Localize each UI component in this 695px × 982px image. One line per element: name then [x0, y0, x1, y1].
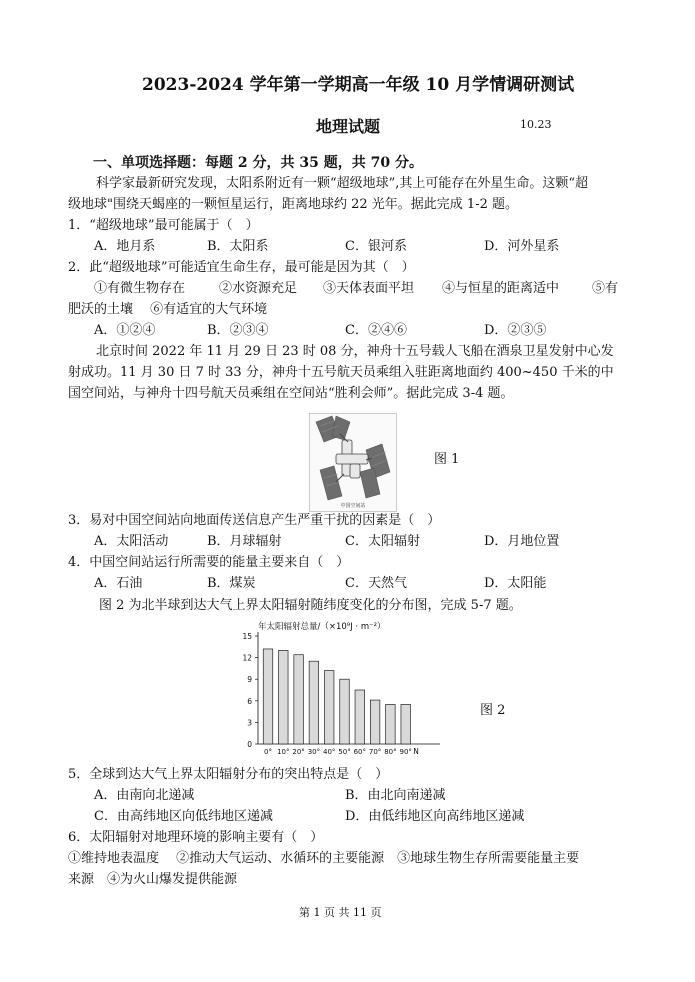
y-tick-label: 3 [247, 718, 252, 728]
option: A．由南向北递减 [94, 788, 195, 803]
subject-title: 地理试题 [316, 117, 381, 136]
option: B．太阳系 [207, 239, 269, 254]
y-tick-label: 6 [247, 696, 252, 706]
statement-line: ①维持地表温度 ②推动大气运动、水循环的主要能源 ③地球生物生存所需要能量主要 [68, 851, 580, 866]
y-tick-label: 15 [242, 632, 252, 641]
option: A．地月系 [94, 239, 156, 254]
bar-8 [386, 704, 396, 744]
passage-line: 射成功。11 月 30 日 7 时 33 分，神舟十五号航天员乘组入驻距离地面约 400~450 千米的中 [68, 365, 614, 380]
option: B．煤炭 [207, 576, 256, 591]
radiation-chart [228, 618, 464, 760]
section-heading: 一、单项选择题：每题 2 分，共 35 题，共 70 分。 [93, 155, 423, 171]
space-station-figure [309, 413, 397, 512]
option: D．月地位置 [484, 534, 560, 549]
x-tick-label: 90° [399, 748, 412, 756]
x-tick-label: 50° [338, 748, 351, 756]
bar-4 [324, 671, 334, 744]
option: D．河外星系 [484, 239, 560, 254]
bar-3 [309, 661, 319, 744]
option: B．月球辐射 [207, 534, 282, 549]
x-tick-label: 20° [292, 748, 305, 756]
y-tick-label: 9 [247, 675, 252, 685]
question-stem: 1．“超级地球”最可能属于（ ） [68, 218, 259, 233]
figure-label: 图 1 [434, 452, 460, 467]
x-tick-label: 80° [384, 748, 397, 756]
page-number: 第 1 页 共 11 页 [299, 906, 382, 919]
option: C．太阳辐射 [345, 534, 420, 549]
figure-caption: 中国空间站 [340, 503, 366, 509]
passage-line: 国空间站，与神舟十四号航天员乘组在空间站“胜利会师”。据此完成 3-4 题。 [68, 386, 514, 401]
statement-line: 肥沃的土壤 ⑥有适宜的大气环境 [68, 302, 268, 317]
question-stem: 3．易对中国空间站向地面传送信息产生严重干扰的因素是（ ） [68, 513, 441, 528]
exam-title: 2023-2024 学年第一学期高一年级 10 月学情调研测试 [142, 75, 575, 95]
option: D．太阳能 [484, 576, 547, 591]
passage-line: 科学家最新研究发现，太阳系附近有一颗“超级地球”,其上可能存在外星生命。这颗“超 [96, 176, 589, 191]
statement-item: ④与恒星的距离适中 [442, 281, 560, 296]
space-station-icon [310, 414, 396, 511]
question-stem: 4．中国空间站运行所需要的能量主要来自（ ） [68, 555, 350, 570]
statement-line: 来源 ④为火山爆发提供能源 [68, 872, 238, 887]
passage-line: 级地球"围绕天蝎座的一颗恒星运行，距离地球约 22 光年。据此完成 1-2 题。 [68, 197, 518, 212]
option: A．石油 [94, 576, 143, 591]
statement-item: ②水资源充足 [219, 281, 298, 296]
bar-6 [355, 690, 365, 744]
statement-item: ①有微生物存在 [94, 281, 186, 296]
bar-9 [401, 704, 411, 744]
option: A．①②④ [94, 323, 156, 338]
chart-bars [263, 649, 410, 744]
option: D．由低纬地区向高纬地区递减 [345, 809, 525, 824]
x-tick-label: 40° [322, 748, 336, 756]
y-tick-label: 12 [242, 653, 252, 663]
statement-item: ③天体表面平坦 [323, 281, 415, 296]
bar-0 [263, 649, 273, 744]
x-axis-suffix: N [413, 747, 419, 756]
bar-1 [279, 650, 289, 744]
statement-item: ⑤有 [592, 281, 619, 296]
option: B．②③④ [207, 323, 269, 338]
option: B．由北向南递减 [345, 788, 446, 803]
question-stem: 2．此“超级地球”可能适宜生命生存，最可能是因为其（ ） [68, 260, 415, 275]
option: D．②③⑤ [484, 323, 547, 338]
option: A．太阳活动 [94, 534, 169, 549]
passage-line: 北京时间 2022 年 11 月 29 日 23 时 08 分，神舟十五号载人飞船在酒泉卫星发射中心发 [96, 344, 614, 359]
exam-date: 10.23 [520, 118, 552, 131]
option: C．银河系 [345, 239, 407, 254]
y-tick-label: 0 [247, 740, 252, 749]
x-tick-label: 60° [353, 748, 367, 756]
figure-label: 图 2 [480, 703, 506, 718]
chart-title: 年太阳辐射总量/（×10⁹J · m⁻²） [258, 622, 386, 632]
x-tick-label: 0° [264, 748, 272, 756]
x-tick-label: 10° [277, 748, 290, 756]
passage-line: 图 2 为北半球到达大气上界太阳辐射随纬度变化的分布图，完成 5-7 题。 [99, 598, 522, 613]
question-stem: 6．太阳辐射对地理环境的影响主要有（ ） [68, 830, 324, 845]
bar-7 [370, 700, 380, 744]
option: C．由高纬地区向低纬地区递减 [94, 809, 273, 824]
x-tick-label: 30° [307, 748, 321, 756]
bar-5 [340, 679, 350, 744]
x-tick-label: 70° [368, 748, 382, 756]
option: C．②④⑥ [345, 323, 407, 338]
bar-2 [294, 655, 304, 744]
option: C．天然气 [345, 576, 407, 591]
question-stem: 5．全球到达大气上界太阳辐射分布的突出特点是（ ） [68, 767, 389, 782]
